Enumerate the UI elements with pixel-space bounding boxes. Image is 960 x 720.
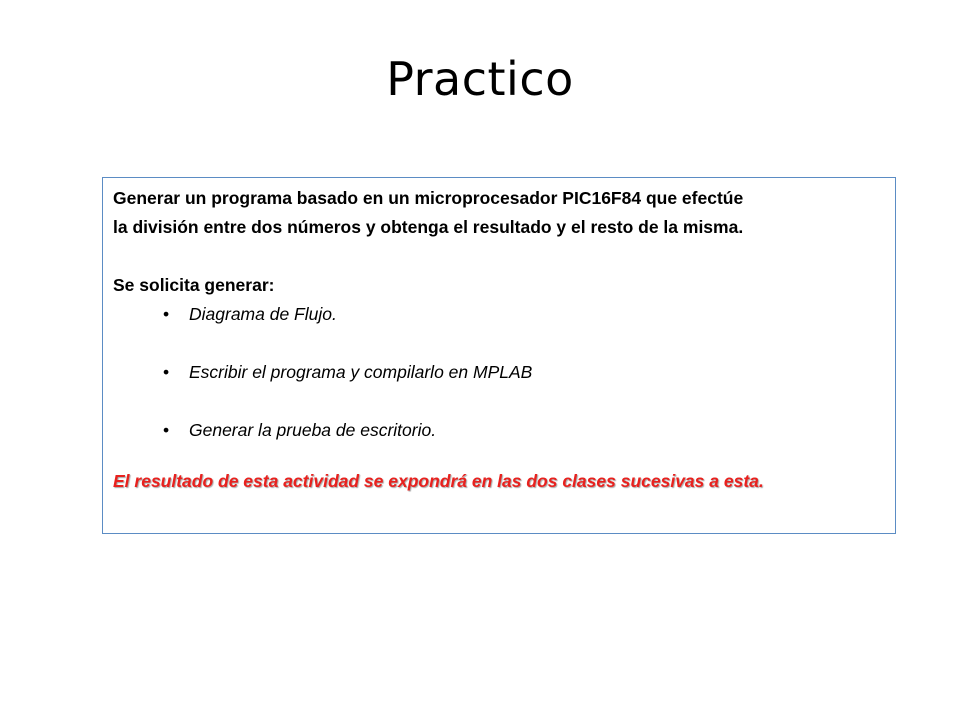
list-item-text: Diagrama de Flujo. (189, 304, 337, 324)
list-item-text: Escribir el programa y compilarlo en MPLAB (189, 362, 533, 382)
intro-line-2: la división entre dos números y obtenga el resultado y el resto de la misma. (113, 217, 744, 237)
request-heading: Se solicita generar: (113, 275, 275, 295)
bullet-icon: • (163, 420, 170, 440)
bullet-icon: • (163, 362, 170, 382)
content-box (102, 177, 896, 534)
intro-line-1: Generar un programa basado en un microprocesador PIC16F84 que efectúe (113, 188, 744, 208)
list-item (113, 358, 885, 387)
list-item-text: Generar la prueba de escritorio. (189, 420, 437, 440)
spacer (113, 242, 885, 271)
task-list (113, 300, 885, 445)
bullet-icon: • (163, 304, 170, 324)
slide-title: Practico (386, 52, 574, 106)
highlight-note: El resultado de esta actividad se expondrá en las dos clases sucesivas a esta. (113, 471, 764, 491)
list-item (113, 416, 885, 445)
list-item (113, 300, 885, 329)
